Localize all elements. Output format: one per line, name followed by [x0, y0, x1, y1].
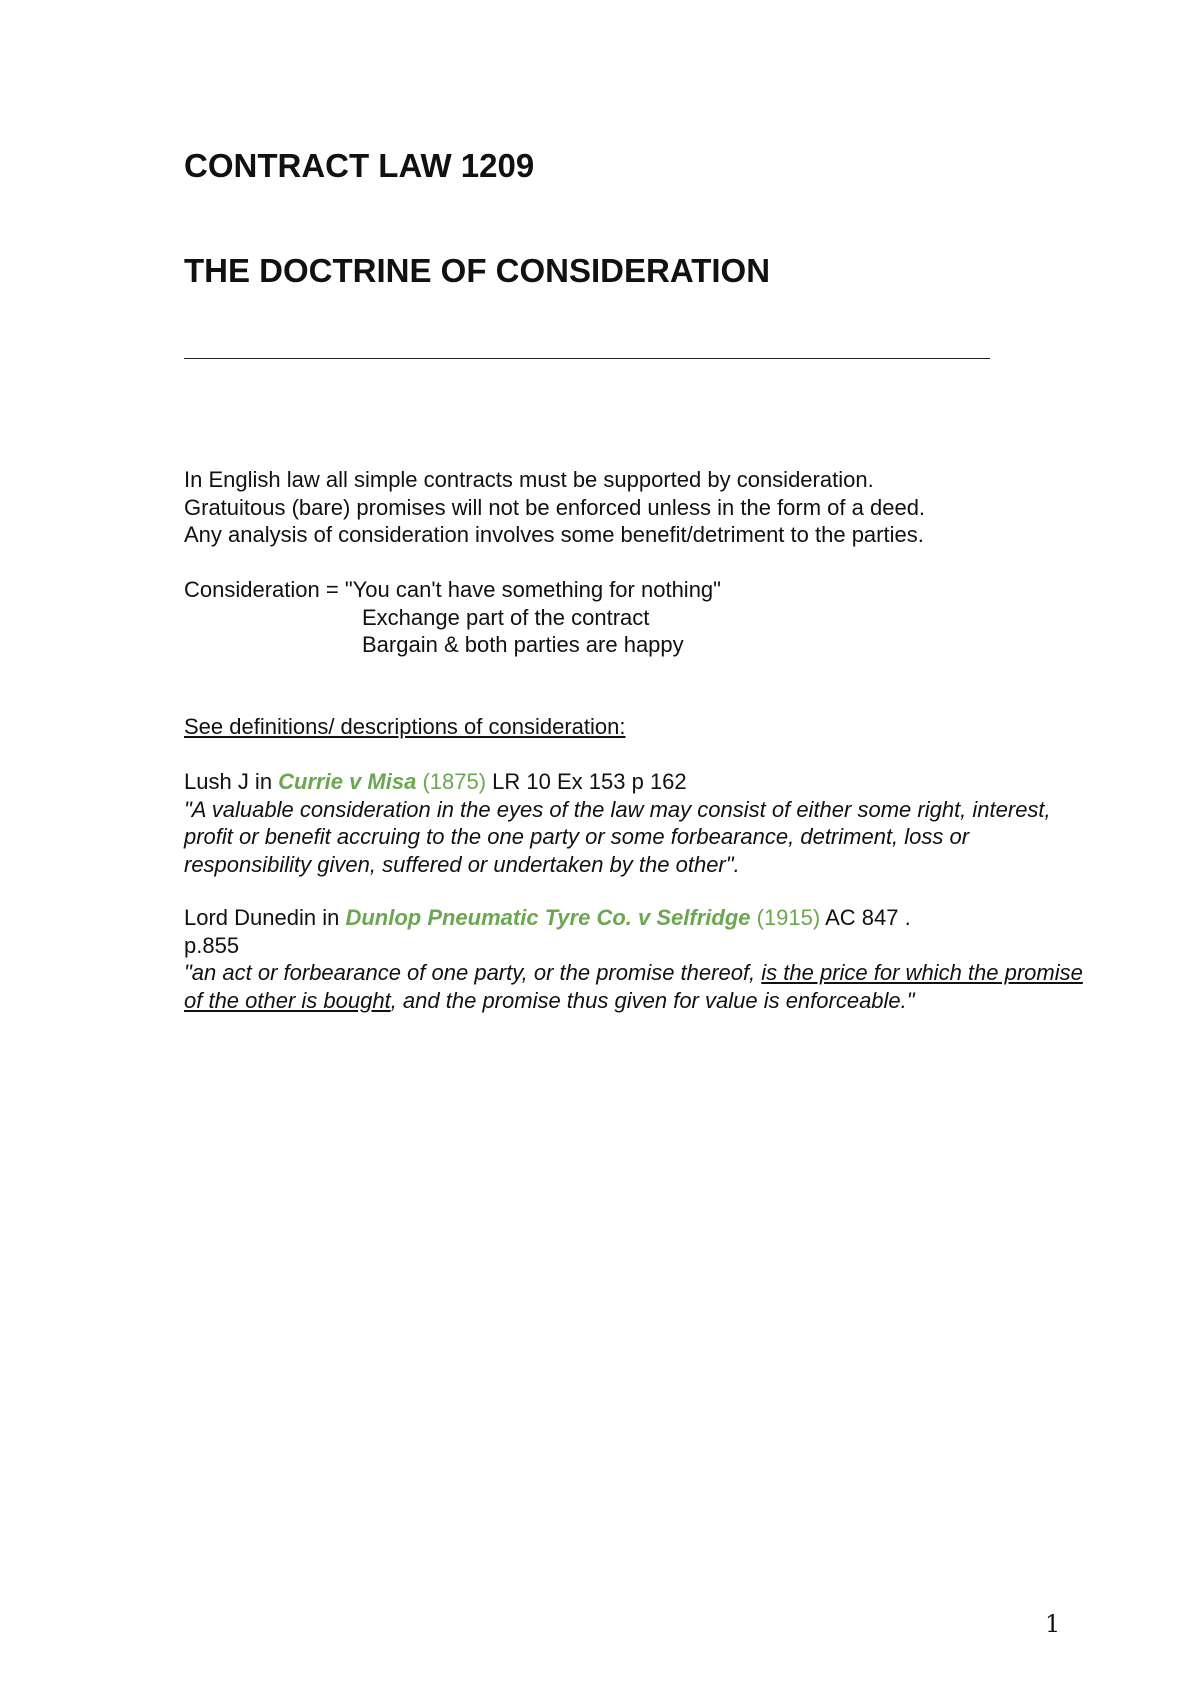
case-name: Dunlop Pneumatic Tyre Co. v Selfridge — [345, 905, 751, 930]
consideration-definition — [184, 576, 1084, 659]
intro-line: Any analysis of consideration involves some benefit/detriment to the parties. — [184, 522, 924, 547]
consideration-line: Consideration = "You can't have something for nothing" — [184, 577, 721, 602]
intro-line: Gratuitous (bare) promises will not be enforced unless in the form of a deed. — [184, 494, 926, 520]
case-quote: "A valuable consideration in the eyes of the law may consist of either some right, interest, profit or benefit accruing to the one party or some forbearance, detriment, loss or responsibility given, suffered or undertaken by the other". — [184, 796, 1051, 877]
case-year: (1915) — [756, 905, 821, 930]
definitions-heading-block — [184, 713, 1084, 741]
case-citation: LR 10 Ex 153 p 162 — [486, 769, 687, 794]
quote-end: , and the promise thus given for value is enforceable." — [390, 987, 915, 1013]
case-judge: Lush J in — [184, 769, 279, 794]
page-content — [184, 146, 1084, 1013]
case-name: Currie v Misa — [278, 769, 417, 794]
intro-paragraph — [184, 466, 1084, 549]
topic-title: THE DOCTRINE OF CONSIDERATION — [184, 252, 771, 289]
case-citation-line — [184, 768, 1084, 796]
intro-line: In English law all simple contracts must be supported by consideration. — [184, 467, 874, 492]
case-year: (1875) — [422, 769, 487, 794]
page-number: 1 — [1045, 1610, 1061, 1638]
case-judge: Lord Dunedin in — [184, 905, 346, 930]
case-citation-line — [184, 904, 944, 959]
course-title: CONTRACT LAW 1209 — [184, 147, 535, 184]
horizontal-rule — [184, 358, 990, 359]
quote-start: "an act or forbearance of one party, or the promise thereof, — [184, 960, 762, 985]
case-quote — [184, 959, 1084, 1014]
case-citation: AC 847 . p.855 — [184, 905, 911, 958]
case-dunlop-v-selfridge — [184, 904, 1084, 1014]
consideration-line: Bargain & both parties are happy — [362, 632, 684, 657]
definitions-heading: See definitions/ descriptions of consideration: — [184, 714, 626, 739]
case-currie-v-misa — [184, 768, 1084, 878]
quote-underlined: is the price for which the promise of the other is bought — [184, 960, 1083, 1013]
consideration-line: Exchange part of the contract — [362, 604, 650, 630]
